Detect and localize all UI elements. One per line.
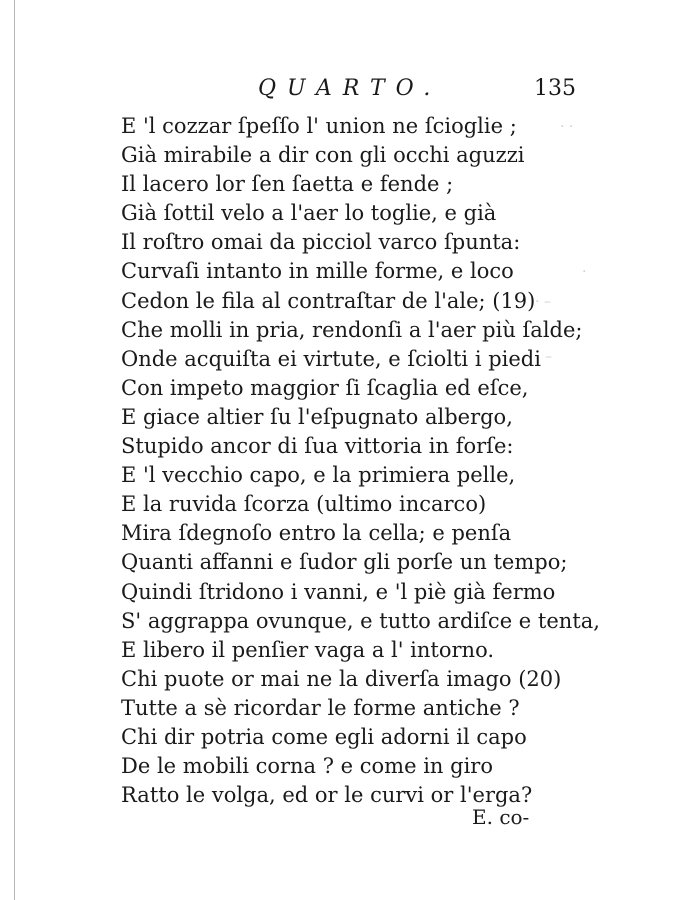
verse-line: E giace altier ſu l'eſpugnato albergo, [121, 404, 513, 429]
verse-line: Il roſtro omai da picciol varco ſpunta: [121, 230, 521, 255]
verse-line: Con impeto maggior ſi ſcaglia ed eſce, [121, 375, 529, 400]
verse-line: E 'l cozzar ſpeſſo l' union ne ſcioglie ; [121, 114, 517, 138]
page-header [0, 74, 675, 104]
verse-line: E la ruvida ſcorza (ultimo incarco) [121, 492, 487, 517]
verse-line: De le mobili corna ? e come in giro [121, 754, 493, 779]
verse-line: Curvaſi intanto in mille forme, e loco [121, 259, 514, 284]
verse-line: E libero il penſier vaga a l' intorno. [121, 637, 495, 662]
verse-line: Mira ſdegnoſo entro la cella; e penſa [121, 521, 512, 546]
verse-line: Quanti affanni e ſudor gli porſe un tempo; [121, 550, 568, 575]
verse-line: Stupido ancor di ſua vittoria in forſe: [121, 434, 514, 459]
show-through-mark: – [545, 349, 552, 365]
page-number: 135 [534, 76, 576, 101]
verse-line: Il lacero lor ſen ſaetta e fende ; [121, 172, 454, 197]
verse-line: Onde acquiſta ei virtute, e ſciolti i piedi [121, 346, 541, 371]
verse-line: Tutte a sè ricordar le forme antiche ? [121, 695, 520, 720]
show-through-mark: · – [535, 294, 551, 310]
verse-line: E 'l vecchio capo, e la primiera pelle, [121, 463, 516, 488]
binding-edge [14, 0, 15, 900]
verse-line: Cedon le fila al contraſtar de l'ale; (19) [121, 288, 536, 313]
verse-line: Già mirabile a dir con gli occhi aguzzi [121, 143, 525, 168]
verse-line: Che molli in pria, rendonſi a l'aer più ſalde; [121, 317, 583, 342]
verse-line: Ratto le volga, ed or le curvi or l'erga? [121, 783, 533, 808]
verse-line: Chi puote or mai ne la diverſa imago (20) [121, 666, 562, 691]
verse-line: S' aggrappa ovunque, e tutto ardiſce e tenta, [121, 608, 600, 633]
verse-line: Chi dir potria come egli adorni il capo [121, 724, 527, 749]
verse-line: Già ſottil velo a l'aer lo toglie, e già [121, 201, 497, 226]
running-head: QUARTO. [258, 76, 442, 101]
show-through-mark: · · [560, 119, 574, 135]
show-through-mark: · [582, 264, 587, 280]
verse-line: Quindi ſtridono i vanni, e 'l piè già fermo [121, 579, 556, 604]
verse-block [121, 112, 600, 810]
catchword: E. co- [472, 805, 530, 829]
